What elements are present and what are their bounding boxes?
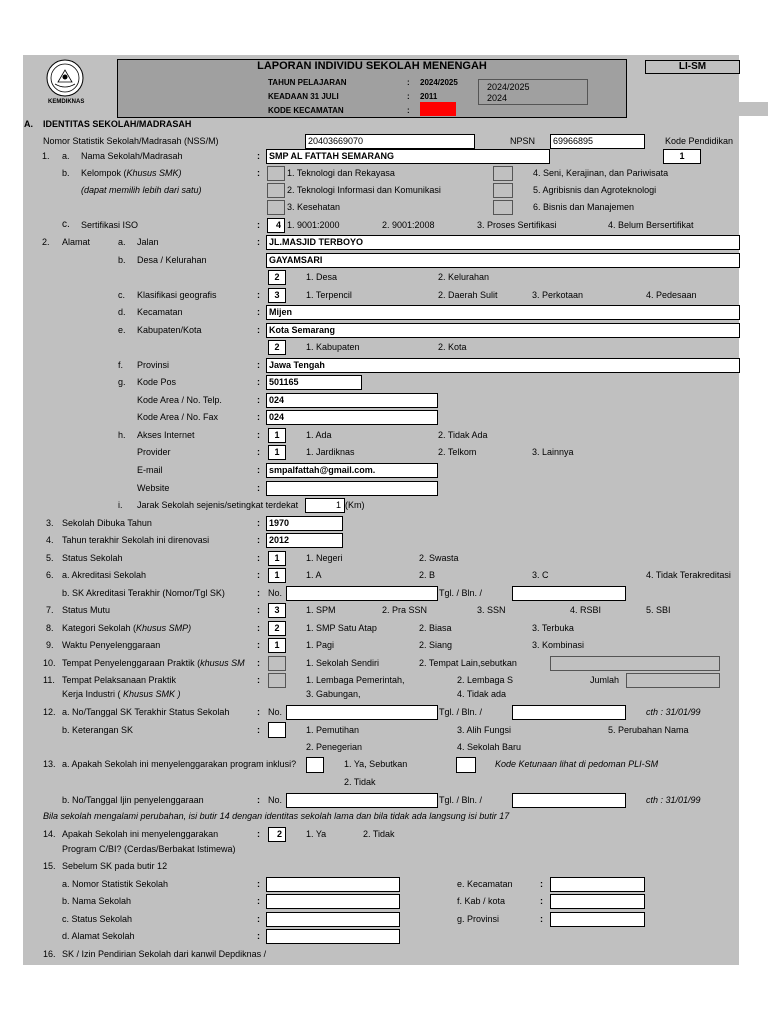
kab-lama-input[interactable] xyxy=(550,894,645,909)
nama-sekolah-input[interactable]: SMP AL FATTAH SEMARANG xyxy=(266,149,550,164)
nss-input[interactable]: 20403669070 xyxy=(305,134,475,149)
website-input[interactable] xyxy=(266,481,438,496)
kelompok-box-4[interactable] xyxy=(493,166,513,181)
desa-input[interactable]: GAYAMSARI xyxy=(266,253,740,268)
pelaksanaan-box[interactable] xyxy=(268,673,286,688)
waktu-input[interactable]: 1 xyxy=(268,638,286,653)
kode-pendidikan-input[interactable]: 1 xyxy=(663,149,701,164)
kecamatan-input[interactable]: Mijen xyxy=(266,305,740,320)
internet-input[interactable]: 1 xyxy=(268,428,286,443)
kategori-sekolah-input[interactable]: 2 xyxy=(268,621,286,636)
kelompok-box-5[interactable] xyxy=(493,183,513,198)
status-sekolah-input[interactable]: 1 xyxy=(268,551,286,566)
provinsi-input[interactable]: Jawa Tengah xyxy=(266,358,740,373)
kelompok-box-3[interactable] xyxy=(267,200,285,215)
form-code: LI-SM xyxy=(645,60,740,74)
sk-status-tgl-input[interactable] xyxy=(512,705,626,720)
status-mutu-input[interactable]: 3 xyxy=(268,603,286,618)
akreditasi-input[interactable]: 1 xyxy=(268,568,286,583)
cbi-input[interactable]: 2 xyxy=(268,827,286,842)
keadaan-label: KEADAAN 31 JULI xyxy=(268,92,339,101)
dibuka-tahun-input[interactable]: 1970 xyxy=(266,516,343,531)
status-lama-input[interactable] xyxy=(266,912,400,927)
kabupaten-input[interactable]: Kota Semarang xyxy=(266,323,740,338)
tahun-label: TAHUN PELAJARAN xyxy=(268,78,347,87)
praktik-lain-input[interactable] xyxy=(550,656,720,671)
sk-akreditasi-no-input[interactable] xyxy=(286,586,438,601)
kabupaten-code-input[interactable]: 2 xyxy=(268,340,286,355)
section-a-title: IDENTITAS SEKOLAH/MADRASAH xyxy=(43,119,192,129)
kode-pos-input[interactable]: 501165 xyxy=(266,375,362,390)
kemdiknas-logo xyxy=(40,58,90,110)
side-strip xyxy=(739,102,768,116)
alamat-lama-input[interactable] xyxy=(266,929,400,944)
sk-akreditasi-tgl-input[interactable] xyxy=(512,586,626,601)
nama-lama-input[interactable] xyxy=(266,894,400,909)
renovasi-input[interactable]: 2012 xyxy=(266,533,343,548)
change-note: Bila sekolah mengalami perubahan, isi butir 14 dengan identitas sekolah lama dan bila tidak ada langsung isi butir 17 xyxy=(43,811,510,821)
keadaan-value: 2011 xyxy=(420,92,438,101)
keterangan-sk-input[interactable] xyxy=(268,722,286,738)
kelompok-box-6[interactable] xyxy=(493,200,513,215)
kelompok-box-1[interactable] xyxy=(267,166,285,181)
ijin-tgl-input[interactable] xyxy=(512,793,626,808)
iso-input[interactable]: 4 xyxy=(267,218,285,233)
provider-input[interactable]: 1 xyxy=(268,445,286,460)
kode-kecamatan-label: KODE KECAMATAN xyxy=(268,106,344,115)
kode-kecamatan-input[interactable] xyxy=(420,102,456,116)
ijin-no-input[interactable] xyxy=(286,793,438,808)
sk-status-no-input[interactable] xyxy=(286,705,438,720)
inklusi-input[interactable] xyxy=(306,757,324,773)
desa-code-input[interactable]: 2 xyxy=(268,270,286,285)
kelompok-box-2[interactable] xyxy=(267,183,285,198)
jumlah-input[interactable] xyxy=(626,673,720,688)
email-input[interactable]: smpalfattah@gmail.com. xyxy=(266,463,438,478)
jarak-input[interactable]: 1 xyxy=(305,498,345,513)
klasifikasi-input[interactable]: 3 xyxy=(268,288,286,303)
kecamatan-lama-input[interactable] xyxy=(550,877,645,892)
page-title: LAPORAN INDIVIDU SEKOLAH MENENGAH xyxy=(257,60,487,72)
praktik-box[interactable] xyxy=(268,656,286,671)
fax-input[interactable]: 024 xyxy=(266,410,438,425)
tahun-value: 2024/2025 xyxy=(420,78,458,87)
jalan-input[interactable]: JL.MASJID TERBOYO xyxy=(266,235,740,250)
npsn-input[interactable]: 69966895 xyxy=(550,134,645,149)
inklusi-sebutkan-input[interactable] xyxy=(456,757,476,773)
telp-input[interactable]: 024 xyxy=(266,393,438,408)
provinsi-lama-input[interactable] xyxy=(550,912,645,927)
logo-label: KEMDIKNAS xyxy=(48,99,85,105)
nss-lama-input[interactable] xyxy=(266,877,400,892)
tahun-pelajaran-box: 2024/2025 2024 xyxy=(478,79,588,105)
